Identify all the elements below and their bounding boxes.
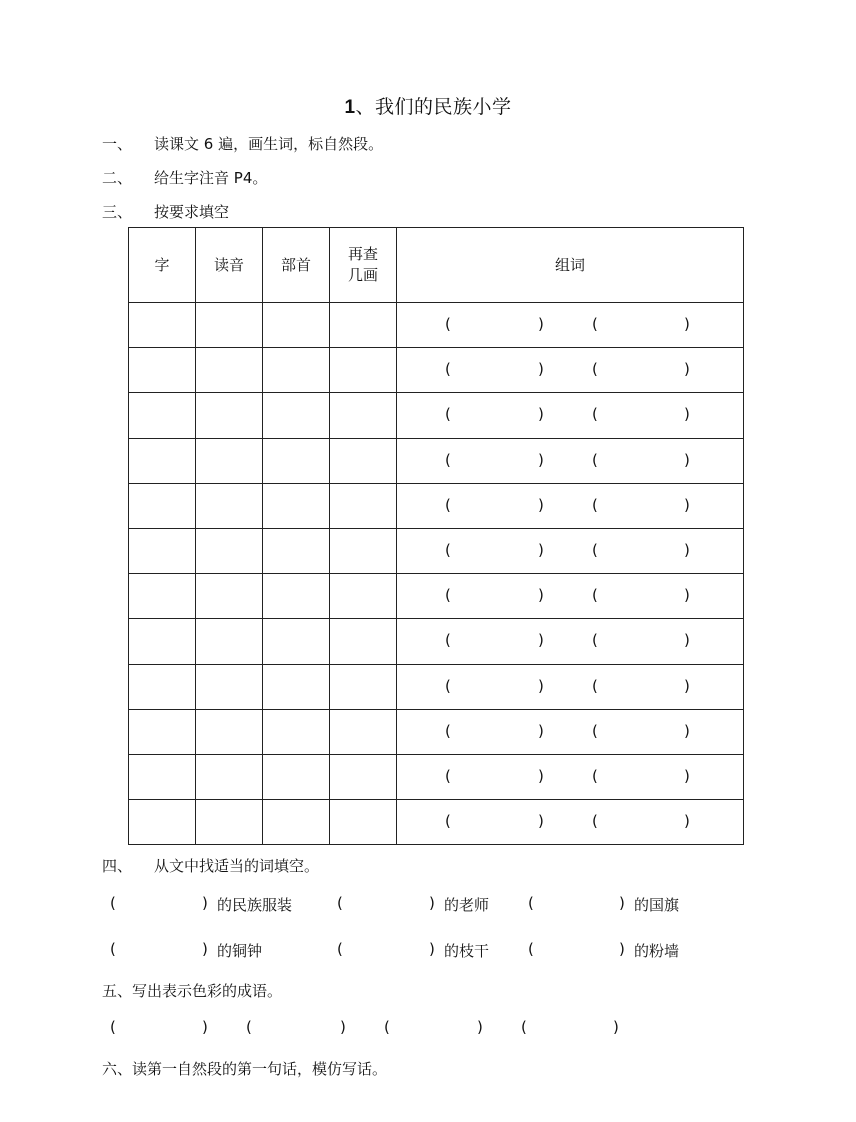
cell-duyin[interactable] xyxy=(196,483,263,528)
paren-close: ) xyxy=(619,940,625,958)
cell-duyin[interactable] xyxy=(196,438,263,483)
paren-open: ( xyxy=(592,315,598,334)
paren-open: ( xyxy=(445,405,451,424)
paren-close: ) xyxy=(538,721,544,740)
paren-close: ) xyxy=(538,631,544,650)
cell-zuci[interactable] xyxy=(397,303,744,348)
cell-bushou[interactable] xyxy=(263,528,330,573)
paren-close: ) xyxy=(477,1018,483,1036)
title-separator: 、 xyxy=(355,96,376,118)
table-row xyxy=(129,664,744,709)
cell-zi[interactable] xyxy=(129,483,196,528)
cell-bushou[interactable] xyxy=(263,483,330,528)
paren-open: ( xyxy=(592,450,598,469)
header-huashu xyxy=(330,228,397,303)
paren-close: ) xyxy=(684,586,690,605)
cell-zuci[interactable] xyxy=(397,348,744,393)
fill-item: 的民族服装 xyxy=(217,896,293,914)
cell-bushou[interactable] xyxy=(263,348,330,393)
paren-open: ( xyxy=(445,676,451,695)
paren-open: ( xyxy=(592,586,598,605)
paren-close: ) xyxy=(684,360,690,379)
paren-close: ) xyxy=(684,812,690,831)
table-row xyxy=(129,438,744,483)
paren-open: ( xyxy=(592,676,598,695)
section-2 xyxy=(102,167,267,188)
paren-open: ( xyxy=(445,631,451,650)
paren-close: ) xyxy=(538,586,544,605)
cell-bushou[interactable] xyxy=(263,709,330,754)
paren-open: ( xyxy=(445,812,451,831)
paren-close: ) xyxy=(684,541,690,560)
cell-zi[interactable] xyxy=(129,438,196,483)
title-number: 1 xyxy=(344,97,356,118)
cell-bushou[interactable] xyxy=(263,393,330,438)
paren-open: ( xyxy=(592,631,598,650)
cell-huashu[interactable] xyxy=(330,800,397,845)
paren-close: ) xyxy=(684,631,690,650)
cell-zi[interactable] xyxy=(129,528,196,573)
cell-duyin[interactable] xyxy=(196,393,263,438)
cell-duyin[interactable] xyxy=(196,709,263,754)
paren-open: ( xyxy=(445,495,451,514)
table-header-row xyxy=(129,228,744,303)
paren-open: ( xyxy=(384,1018,390,1036)
paren-close: ) xyxy=(538,812,544,831)
cell-huashu[interactable] xyxy=(330,303,397,348)
paren-close: ) xyxy=(202,1018,208,1036)
paren-close: ) xyxy=(538,360,544,379)
cell-duyin[interactable] xyxy=(196,303,263,348)
table-row xyxy=(129,303,744,348)
cell-huashu[interactable] xyxy=(330,709,397,754)
paren-open: ( xyxy=(445,721,451,740)
paren-open: ( xyxy=(445,315,451,334)
paren-close: ) xyxy=(538,495,544,514)
page-title xyxy=(0,92,856,119)
paren-open: ( xyxy=(110,1018,116,1036)
paren-open: ( xyxy=(246,1018,252,1036)
paren-open: ( xyxy=(337,940,343,958)
section-1-marker: 一、 xyxy=(102,135,133,153)
cell-bushou[interactable] xyxy=(263,754,330,799)
paren-close: ) xyxy=(684,721,690,740)
cell-duyin[interactable] xyxy=(196,574,263,619)
paren-close: ) xyxy=(613,1018,619,1036)
paren-open: ( xyxy=(445,450,451,469)
character-table xyxy=(128,227,744,845)
paren-open: ( xyxy=(337,894,343,912)
cell-zuci[interactable] xyxy=(397,393,744,438)
section-1-text: 读课文 6 遍，画生词，标自然段。 xyxy=(154,135,384,153)
paren-open: ( xyxy=(445,586,451,605)
paren-close: ) xyxy=(202,940,208,958)
cell-duyin[interactable] xyxy=(196,664,263,709)
header-bushou: 部首 xyxy=(263,228,330,303)
title-text: 我们的民族小学 xyxy=(375,96,512,118)
table-row xyxy=(129,574,744,619)
cell-zuci[interactable] xyxy=(397,800,744,845)
cell-huashu[interactable] xyxy=(330,574,397,619)
table-row xyxy=(129,619,744,664)
cell-zi[interactable] xyxy=(129,800,196,845)
table-row xyxy=(129,393,744,438)
paren-open: ( xyxy=(592,767,598,786)
paren-close: ) xyxy=(619,894,625,912)
table-row xyxy=(129,348,744,393)
paren-open: ( xyxy=(445,541,451,560)
paren-close: ) xyxy=(684,405,690,424)
paren-close: ) xyxy=(538,676,544,695)
cell-bushou[interactable] xyxy=(263,303,330,348)
cell-duyin[interactable] xyxy=(196,800,263,845)
section-3-text: 按要求填空 xyxy=(154,203,230,221)
cell-huashu[interactable] xyxy=(330,393,397,438)
table-row xyxy=(129,483,744,528)
cell-huashu[interactable] xyxy=(330,483,397,528)
header-huashu-line1: 再查 xyxy=(347,245,378,263)
cell-bushou[interactable] xyxy=(263,438,330,483)
header-zi: 字 xyxy=(129,228,196,303)
table-row xyxy=(129,528,744,573)
cell-duyin[interactable] xyxy=(196,528,263,573)
cell-bushou[interactable] xyxy=(263,574,330,619)
paren-open: ( xyxy=(592,495,598,514)
paren-close: ) xyxy=(538,541,544,560)
cell-zuci[interactable] xyxy=(397,483,744,528)
paren-open: ( xyxy=(110,894,116,912)
cell-duyin[interactable] xyxy=(196,348,263,393)
paren-close: ) xyxy=(684,676,690,695)
header-huashu-line2: 几画 xyxy=(347,266,378,284)
paren-open: ( xyxy=(445,767,451,786)
cell-bushou[interactable] xyxy=(263,800,330,845)
paren-open: ( xyxy=(592,541,598,560)
cell-zuci[interactable] xyxy=(397,664,744,709)
cell-huashu[interactable] xyxy=(330,619,397,664)
cell-zuci[interactable] xyxy=(397,709,744,754)
section-6: 六、读第一自然段的第一句话，模仿写话。 xyxy=(102,1060,388,1078)
paren-open: ( xyxy=(445,360,451,379)
cell-huashu[interactable] xyxy=(330,348,397,393)
paren-close: ) xyxy=(684,767,690,786)
cell-zuci[interactable] xyxy=(397,574,744,619)
cell-zuci[interactable] xyxy=(397,528,744,573)
paren-close: ) xyxy=(684,315,690,334)
header-duyin: 读音 xyxy=(196,228,263,303)
paren-close: ) xyxy=(429,894,435,912)
cell-zi[interactable] xyxy=(129,709,196,754)
section-1 xyxy=(102,133,383,154)
cell-zi[interactable] xyxy=(129,619,196,664)
cell-zuci[interactable] xyxy=(397,754,744,799)
cell-duyin[interactable] xyxy=(196,754,263,799)
cell-zi[interactable] xyxy=(129,303,196,348)
paren-open: ( xyxy=(592,812,598,831)
section-4 xyxy=(102,855,319,876)
cell-bushou[interactable] xyxy=(263,619,330,664)
cell-huashu[interactable] xyxy=(330,664,397,709)
paren-close: ) xyxy=(340,1018,346,1036)
paren-close: ) xyxy=(202,894,208,912)
header-zuci: 组词 xyxy=(397,228,744,303)
paren-close: ) xyxy=(684,495,690,514)
paren-open: ( xyxy=(528,894,534,912)
cell-zi[interactable] xyxy=(129,574,196,619)
paren-open: ( xyxy=(592,360,598,379)
cell-bushou[interactable] xyxy=(263,664,330,709)
section-4-text: 从文中找适当的词填空。 xyxy=(154,857,320,875)
paren-open: ( xyxy=(592,721,598,740)
fill-item: 的枝干 xyxy=(444,942,490,960)
paren-close: ) xyxy=(538,315,544,334)
paren-close: ) xyxy=(538,450,544,469)
section-2-text: 给生字注音 P4。 xyxy=(154,169,268,187)
paren-close: ) xyxy=(684,450,690,469)
cell-zi[interactable] xyxy=(129,348,196,393)
paren-close: ) xyxy=(429,940,435,958)
paren-close: ) xyxy=(538,405,544,424)
fill-item: 的铜钟 xyxy=(217,942,263,960)
paren-close: ) xyxy=(538,767,544,786)
table-row xyxy=(129,709,744,754)
fill-item: 的老师 xyxy=(444,896,490,914)
fill-item: 的国旗 xyxy=(634,896,680,914)
paren-open: ( xyxy=(592,405,598,424)
cell-zuci[interactable] xyxy=(397,438,744,483)
cell-zi[interactable] xyxy=(129,754,196,799)
cell-huashu[interactable] xyxy=(330,438,397,483)
cell-zi[interactable] xyxy=(129,664,196,709)
paren-open: ( xyxy=(528,940,534,958)
paren-open: ( xyxy=(110,940,116,958)
table-row xyxy=(129,800,744,845)
section-2-marker: 二、 xyxy=(102,169,133,187)
cell-huashu[interactable] xyxy=(330,754,397,799)
cell-duyin[interactable] xyxy=(196,619,263,664)
fill-item: 的粉墙 xyxy=(634,942,680,960)
cell-huashu[interactable] xyxy=(330,528,397,573)
section-3-marker: 三、 xyxy=(102,203,133,221)
section-3 xyxy=(102,201,229,222)
cell-zuci[interactable] xyxy=(397,619,744,664)
cell-zi[interactable] xyxy=(129,393,196,438)
table-row xyxy=(129,754,744,799)
section-5: 五、写出表示色彩的成语。 xyxy=(102,982,283,1000)
paren-open: ( xyxy=(521,1018,527,1036)
section-4-marker: 四、 xyxy=(102,857,133,875)
